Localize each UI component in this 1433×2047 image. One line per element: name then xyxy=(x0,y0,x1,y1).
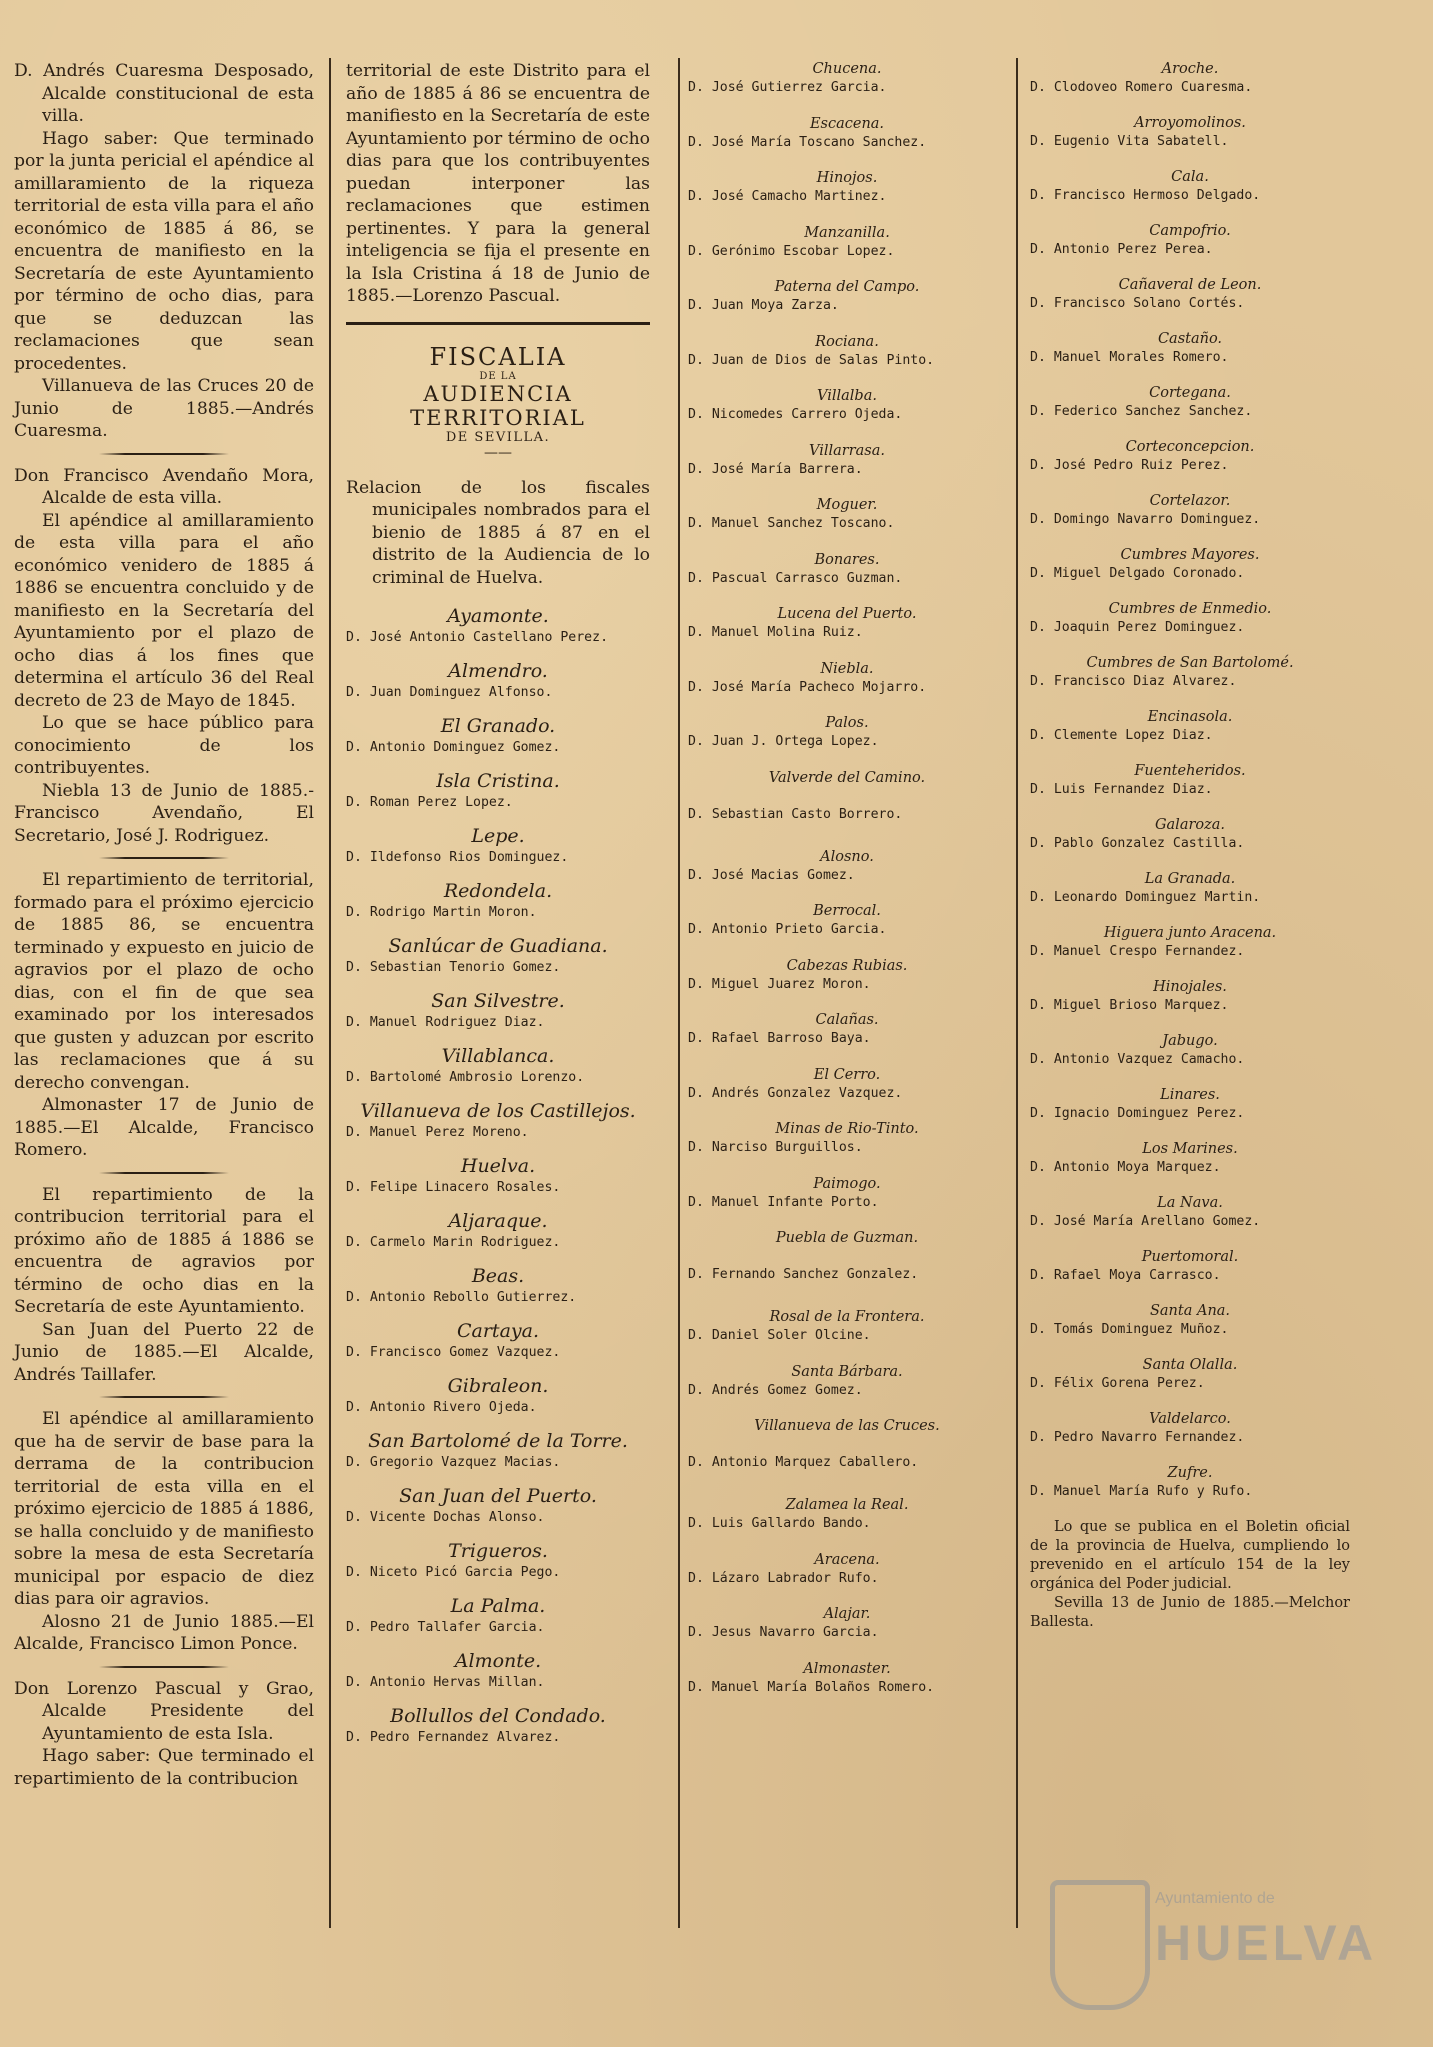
list-item xyxy=(688,1363,1006,1400)
section-subtitle: DE LA xyxy=(479,370,517,382)
notice-niebla xyxy=(14,465,314,848)
separator xyxy=(14,1656,314,1678)
town-name: Cumbres de Enmedio. xyxy=(1108,601,1272,617)
separator xyxy=(14,847,314,869)
town-name: Rosal de la Frontera. xyxy=(769,1309,925,1325)
fiscal-name: D. Juan Dominguez Alfonso. xyxy=(346,685,553,700)
town-name: Zufre. xyxy=(1167,1465,1213,1481)
fiscal-name: D. Luis Gallardo Bando. xyxy=(688,1516,871,1531)
fiscal-name: D. Pascual Carrasco Guzman. xyxy=(688,570,903,586)
town-name: Jabugo. xyxy=(1162,1033,1218,1049)
fiscal-name: D. Andrés Gonzalez Vazquez. xyxy=(688,1085,903,1101)
town-name: Ayamonte. xyxy=(447,605,549,627)
list-item xyxy=(688,1551,1006,1588)
town-name: Beas. xyxy=(471,1265,525,1287)
town-name: Higuera junto Aracena. xyxy=(1103,925,1277,941)
fiscal-name: D. Juan de Dios de Salas Pinto. xyxy=(688,352,935,368)
fiscal-name: D. Rafael Moya Carrasco. xyxy=(1030,1268,1221,1283)
fiscal-name: D. José Antonio Castellano Perez. xyxy=(346,630,609,645)
town-name: Cala. xyxy=(1171,169,1209,185)
list-item xyxy=(1030,1464,1350,1501)
list-item xyxy=(688,1605,1006,1642)
notice-almonaster xyxy=(14,869,314,1162)
list-item xyxy=(346,768,650,812)
town-name: Bonares. xyxy=(814,551,880,568)
list-item xyxy=(346,823,650,867)
notice-body: Hago saber: Que terminado el repartimiento de la contribucion xyxy=(14,1746,314,1789)
fiscal-name: D. Juan Moya Zarza. xyxy=(688,298,839,313)
list-item xyxy=(688,1660,1006,1697)
list-item xyxy=(346,1098,650,1142)
list-item xyxy=(1030,60,1350,97)
fiscalia-header xyxy=(346,343,650,461)
list-item xyxy=(1030,762,1350,799)
list-item xyxy=(688,387,1006,424)
fiscal-name: D. Francisco Solano Cortés. xyxy=(1030,296,1245,311)
town-name: Alosno. xyxy=(820,848,874,865)
fiscal-name: D. Francisco Diaz Alvarez. xyxy=(1030,674,1237,689)
town-name: Hinojales. xyxy=(1153,979,1227,995)
fiscal-name: D. José María Arellano Gomez. xyxy=(1030,1214,1261,1229)
town-name: Huelva. xyxy=(460,1155,536,1177)
list-item xyxy=(1030,1140,1350,1177)
town-name: Cartaya. xyxy=(456,1320,539,1342)
town-name: Santa Bárbara. xyxy=(791,1363,903,1380)
fiscal-name: D. Manuel Perez Moreno. xyxy=(346,1125,529,1140)
shield-icon xyxy=(1050,1880,1150,2010)
town-name: Villarrasa. xyxy=(809,442,885,459)
list-item xyxy=(1030,168,1350,205)
notice-body: territorial de este Distrito para el año de 1885 á 86 se encuentra de manifiesto en la Secretaría de este Ayuntamiento por término de ocho dias para que los contribuyentes puedan interponer las reclamaciones que estimen pertinentes. Y para la general inteligencia se fija el presente en la Isla Cristina á 18 de Junio de 1885.—Lorenzo Pascual. xyxy=(346,61,650,306)
fiscal-name: D. Rodrigo Martin Moron. xyxy=(346,905,537,920)
fiscal-name: D. Clemente Lopez Diaz. xyxy=(1030,728,1213,743)
fiscal-name: D. Manuel María Rufo y Rufo. xyxy=(1030,1484,1253,1499)
town-name: Cortegana. xyxy=(1149,385,1231,401)
town-name: Cortelazor. xyxy=(1149,493,1231,509)
town-name: Palos. xyxy=(825,715,869,731)
fiscal-name: D. Antonio Hervas Millan. xyxy=(346,1675,545,1690)
fiscal-name: D. Miguel Delgado Coronado. xyxy=(1030,566,1245,581)
town-name: La Nava. xyxy=(1157,1195,1223,1211)
town-name: Villablanca. xyxy=(441,1045,555,1067)
list-item xyxy=(688,902,1006,939)
fiscal-name: D. Niceto Picó Garcia Pego. xyxy=(346,1565,561,1580)
town-name: Chucena. xyxy=(812,61,882,77)
fiscal-name: D. José María Toscano Sanchez. xyxy=(688,134,927,150)
town-name: Corteconcepcion. xyxy=(1125,439,1255,455)
town-name: San Silvestre. xyxy=(431,990,565,1012)
fiscal-name: D. Roman Perez Lopez. xyxy=(346,795,513,810)
section-dash: —— xyxy=(484,444,512,461)
list-item xyxy=(688,115,1006,152)
town-name: Puertomoral. xyxy=(1141,1249,1239,1265)
town-name: Lucena del Puerto. xyxy=(777,606,917,622)
fiscal-name: D. Manuel Crespo Fernandez. xyxy=(1030,944,1245,959)
fiscal-name: D. Eugenio Vita Sabatell. xyxy=(1030,134,1229,149)
separator xyxy=(14,1386,314,1408)
column-rule xyxy=(678,58,680,1928)
list-item xyxy=(688,848,1006,885)
column-2 xyxy=(346,60,650,1758)
list-item xyxy=(346,878,650,922)
notice-body: Lo que se hace público para conocimiento de los contribuyentes. xyxy=(14,713,314,778)
town-name: Almonte. xyxy=(454,1650,542,1672)
town-name: San Juan del Puerto. xyxy=(399,1485,597,1507)
fiscal-name: D. Antonio Moya Marquez. xyxy=(1030,1160,1221,1175)
list-item xyxy=(688,714,1006,751)
fiscal-name: D. Pedro Fernandez Alvarez. xyxy=(346,1730,561,1745)
town-name: Paimogo. xyxy=(813,1175,881,1192)
list-item xyxy=(688,224,1006,261)
list-item xyxy=(688,1066,1006,1103)
notice-signature: Villanueva de las Cruces 20 de Junio de 1885.—Andrés Cuaresma. xyxy=(14,376,314,441)
list-item xyxy=(1030,330,1350,367)
separator xyxy=(14,1162,314,1184)
list-item xyxy=(688,1496,1006,1533)
fiscal-name: D. Miguel Brioso Marquez. xyxy=(1030,998,1229,1013)
list-item xyxy=(1030,870,1350,907)
closing-signature: Sevilla 13 de Junio de 1885.—Melchor Ballesta. xyxy=(1030,1595,1350,1630)
section-title: FISCALIA xyxy=(429,342,567,371)
list-item xyxy=(688,1120,1006,1157)
fiscal-name: D. Manuel Rodriguez Diaz. xyxy=(346,1015,545,1030)
town-name: Castaño. xyxy=(1157,331,1223,347)
town-name: Paterna del Campo. xyxy=(774,279,920,295)
town-name: San Bartolomé de la Torre. xyxy=(368,1430,628,1452)
column-rule xyxy=(1016,58,1018,1928)
list-item xyxy=(688,278,1006,315)
town-name: Valdelarco. xyxy=(1149,1411,1231,1427)
list-item xyxy=(688,60,1006,97)
fiscal-name: D. Francisco Gomez Vazquez. xyxy=(346,1345,561,1360)
list-item xyxy=(1030,1032,1350,1069)
list-item xyxy=(688,169,1006,206)
town-name: Arroyomolinos. xyxy=(1134,115,1246,131)
fiscal-name: D. Andrés Gomez Gomez. xyxy=(688,1382,863,1398)
fiscal-name: D. Carmelo Marin Rodriguez. xyxy=(346,1235,561,1250)
town-name: Santa Ana. xyxy=(1149,1303,1231,1319)
fiscal-name: D. Daniel Soler Olcine. xyxy=(688,1328,871,1343)
list-item xyxy=(1030,1410,1350,1447)
fiscal-name: D. Manuel Morales Romero. xyxy=(1030,350,1229,365)
town-name: Cumbres Mayores. xyxy=(1120,547,1260,563)
list-item xyxy=(1030,384,1350,421)
list-item xyxy=(1030,600,1350,637)
town-name: Minas de Rio-Tinto. xyxy=(775,1121,919,1137)
list-item xyxy=(1030,1248,1350,1285)
list-item xyxy=(688,1229,1006,1284)
list-item xyxy=(688,660,1006,697)
town-name: El Cerro. xyxy=(813,1066,881,1083)
fiscal-name: D. Sebastian Tenorio Gomez. xyxy=(346,960,561,975)
town-name: Rociana. xyxy=(815,333,879,350)
town-name: Berrocal. xyxy=(813,903,881,919)
list-item xyxy=(346,713,650,757)
list-item xyxy=(688,769,1006,824)
fiscal-name: D. Juan J. Ortega Lopez. xyxy=(688,734,879,749)
town-name: Villanueva de los Castillejos. xyxy=(360,1100,636,1122)
fiscal-name: D. José María Barrera. xyxy=(688,461,863,477)
closing-notice xyxy=(1030,1518,1350,1632)
list-item xyxy=(1030,1356,1350,1393)
town-name: Lepe. xyxy=(471,825,525,847)
closing-text: Lo que se publica en el Boletin oficial de la provincia de Huelva, cumpliendo lo prevenido en el artículo 154 de la ley orgánica del Poder judicial. xyxy=(1030,1519,1350,1592)
fiscal-name: D. Tomás Dominguez Muñoz. xyxy=(1030,1322,1229,1337)
list-item xyxy=(346,988,650,1032)
notice-heading: Don Lorenzo Pascual y Grao, Alcalde Presidente del Ayuntamiento de esta Isla. xyxy=(14,1678,314,1744)
notice-villanueva xyxy=(14,60,314,443)
notice-alosno xyxy=(14,1408,314,1656)
fiscal-name: D. Antonio Rivero Ojeda. xyxy=(346,1400,537,1415)
fiscal-name: D. Fernando Sanchez Gonzalez. xyxy=(688,1267,919,1282)
list-item xyxy=(688,605,1006,642)
notice-signature: Alosno 21 de Junio 1885.—El Alcalde, Francisco Limon Ponce. xyxy=(14,1611,314,1654)
fiscal-name: D. Miguel Juarez Moron. xyxy=(688,976,871,992)
town-name: La Granada. xyxy=(1144,871,1236,887)
fiscal-name: D. Ildefonso Rios Dominguez. xyxy=(346,850,569,865)
notice-isla-continued xyxy=(346,60,650,308)
fiscal-name: D. Antonio Perez Perea. xyxy=(1030,242,1213,257)
town-name: Almonaster. xyxy=(803,1660,891,1677)
fiscal-name: D. Manuel María Bolaños Romero. xyxy=(688,1679,935,1695)
list-item xyxy=(346,1208,650,1252)
town-name: Aracena. xyxy=(814,1551,880,1568)
town-name: Isla Cristina. xyxy=(436,770,560,792)
list-item xyxy=(346,1428,650,1472)
fiscales-list xyxy=(346,603,650,1747)
fiscal-name: D. Antonio Prieto Garcia. xyxy=(688,922,887,937)
list-item xyxy=(1030,222,1350,259)
fiscal-name: D. Manuel Molina Ruiz. xyxy=(688,625,863,640)
list-item xyxy=(1030,708,1350,745)
fiscal-name: D. Gerónimo Escobar Lopez. xyxy=(688,243,895,259)
notice-signature: San Juan del Puerto 22 de Junio de 1885.—El Alcalde, Andrés Taillafer. xyxy=(14,1319,314,1385)
list-item xyxy=(688,1308,1006,1345)
list-item xyxy=(346,1153,650,1197)
town-name: Niebla. xyxy=(820,660,874,677)
town-name: Puebla de Guzman. xyxy=(775,1230,919,1246)
town-name: Encinasola. xyxy=(1147,709,1233,725)
town-name: Moguer. xyxy=(816,497,878,513)
column-1 xyxy=(14,60,314,1790)
town-name: Los Marines. xyxy=(1142,1141,1238,1157)
fiscal-name: D. Antonio Vazquez Camacho. xyxy=(1030,1052,1245,1067)
list-item xyxy=(688,957,1006,994)
watermark-logo xyxy=(1040,1870,1378,2020)
fiscal-name: D. Sebastian Casto Borrero. xyxy=(688,806,903,822)
list-item xyxy=(1030,1302,1350,1339)
notice-body: El repartimiento de territorial, formado para el próximo ejercicio de 1885 86, se encuentra terminado y expuesto en juicio de agravios por el plazo de ocho dias, con el fin de que sea examinado por los interesados que gusten y aduzcan por escrito las reclamaciones que á su derecho convengan. xyxy=(14,870,314,1093)
fiscal-name: D. Ignacio Dominguez Perez. xyxy=(1030,1106,1245,1121)
notice-isla xyxy=(14,1678,314,1791)
list-item xyxy=(1030,654,1350,691)
fiscal-name: D. Antonio Dominguez Gomez. xyxy=(346,740,561,755)
list-item xyxy=(1030,1194,1350,1231)
fiscal-name: D. José Camacho Martinez. xyxy=(688,189,887,204)
town-name: Fuenteheridos. xyxy=(1134,763,1246,779)
fiscal-name: D. Jesus Navarro Garcia. xyxy=(688,1625,879,1640)
list-item xyxy=(346,1318,650,1362)
watermark-small-text: Ayuntamiento de xyxy=(1155,1890,1275,1907)
town-name: Cumbres de San Bartolomé. xyxy=(1086,655,1294,671)
separator xyxy=(14,443,314,465)
section-subtitle: DE SEVILLA. xyxy=(445,429,551,445)
list-item xyxy=(688,496,1006,533)
list-item xyxy=(688,551,1006,588)
fiscal-name: D. Leonardo Dominguez Martin. xyxy=(1030,890,1261,905)
town-name: Bollullos del Condado. xyxy=(390,1705,606,1727)
town-name: Trigueros. xyxy=(448,1540,548,1562)
notice-signature: Niebla 13 de Junio de 1885.-Francisco Avendaño, El Secretario, José J. Rodriguez. xyxy=(14,780,314,846)
list-item xyxy=(346,1538,650,1582)
fiscal-name: D. Joaquin Perez Dominguez. xyxy=(1030,620,1245,635)
town-name: Almendro. xyxy=(448,660,548,682)
list-item xyxy=(688,333,1006,370)
list-item xyxy=(1030,816,1350,853)
list-item xyxy=(346,1373,650,1417)
fiscal-name: D. Clodoveo Romero Cuaresma. xyxy=(1030,80,1253,95)
list-item xyxy=(1030,492,1350,529)
fiscal-name: D. José Pedro Ruiz Perez. xyxy=(1030,458,1229,473)
column-3 xyxy=(688,60,1006,1714)
list-item xyxy=(1030,924,1350,961)
town-name: Alajar. xyxy=(823,1606,871,1622)
notice-body: El apéndice al amillaramiento que ha de servir de base para la derrama de la contribucion territorial de esta villa en el próximo ejercicio de 1885 á 1886, se halla concluido y de manifiesto sobre la mesa de esta Secretaría municipal por espacio de diez dias para oir agravios. xyxy=(14,1409,314,1609)
fiscal-name: D. Luis Fernandez Diaz. xyxy=(1030,782,1213,797)
list-item xyxy=(688,1417,1006,1472)
list-item xyxy=(688,442,1006,479)
list-item xyxy=(346,1593,650,1637)
fiscal-name: D. Rafael Barroso Baya. xyxy=(688,1031,871,1046)
fiscal-name: D. Nicomedes Carrero Ojeda. xyxy=(688,407,903,422)
list-item xyxy=(346,1703,650,1747)
town-name: Villalba. xyxy=(817,388,877,404)
town-name: Linares. xyxy=(1160,1087,1220,1103)
town-name: Escacena. xyxy=(809,115,885,132)
fiscal-name: D. Antonio Marquez Caballero. xyxy=(688,1455,919,1470)
list-item xyxy=(1030,546,1350,583)
fiscal-name: D. Manuel Sanchez Toscano. xyxy=(688,516,895,531)
list-item xyxy=(688,1011,1006,1048)
town-name: Zalamea la Real. xyxy=(785,1497,909,1513)
fiscal-name: D. Francisco Hermoso Delgado. xyxy=(1030,188,1261,203)
list-intro: Relacion de los fiscales municipales nombrados para el bienio de 1885 á 87 en el distrito de la Audiencia de lo criminal de Huelva. xyxy=(346,477,650,588)
town-name: Sanlúcar de Guadiana. xyxy=(388,935,608,957)
fiscal-name: D. Antonio Rebollo Gutierrez. xyxy=(346,1290,577,1305)
section-rule xyxy=(346,322,650,325)
town-name: Manzanilla. xyxy=(804,224,890,241)
notice-body: Hago saber: Que terminado por la junta pericial el apéndice al amillaramiento de la riqueza territorial de esta villa para el año económico de 1885 á 86, se encuentra de manifiesto en la Secretaría de este Ayuntamiento por término de ocho dias, para que se deduzcan las reclamaciones que sean procedentes. xyxy=(14,128,314,374)
fiscal-name: D. Lázaro Labrador Rufo. xyxy=(688,1570,879,1586)
town-name: Gibraleon. xyxy=(447,1375,549,1397)
list-item xyxy=(346,603,650,647)
town-name: Cañaveral de Leon. xyxy=(1118,277,1262,293)
town-name: Aroche. xyxy=(1161,61,1219,77)
fiscal-name: D. Manuel Infante Porto. xyxy=(688,1194,879,1210)
town-name: El Granado. xyxy=(440,715,556,737)
town-name: Hinojos. xyxy=(816,170,878,186)
fiscal-name: D. Federico Sanchez Sanchez. xyxy=(1030,404,1253,419)
list-item xyxy=(688,1175,1006,1212)
town-name: Calañas. xyxy=(815,1012,879,1028)
notice-heading: D. Andrés Cuaresma Desposado, Alcalde constitucional de esta villa. xyxy=(14,61,314,126)
list-item xyxy=(346,1483,650,1527)
list-item xyxy=(1030,438,1350,475)
list-item xyxy=(346,1043,650,1087)
fiscal-name: D. José María Pacheco Mojarro. xyxy=(688,679,927,695)
town-name: Cabezas Rubias. xyxy=(786,957,908,974)
list-item xyxy=(346,658,650,702)
town-name: Redondela. xyxy=(443,880,553,902)
column-rule xyxy=(329,58,331,1928)
list-item xyxy=(346,933,650,977)
watermark-big-text: HUELVA xyxy=(1155,1915,1378,1971)
town-name: Aljaraque. xyxy=(448,1210,548,1232)
fiscal-name: D. Pedro Tallafer Garcia. xyxy=(346,1620,545,1635)
section-subtitle: AUDIENCIA TERRITORIAL xyxy=(410,381,586,430)
list-item xyxy=(1030,276,1350,313)
fiscal-name: D. José Macias Gomez. xyxy=(688,867,855,883)
list-item xyxy=(1030,978,1350,1015)
notice-san-juan xyxy=(14,1184,314,1387)
fiscal-name: D. Félix Gorena Perez. xyxy=(1030,1376,1205,1391)
fiscal-name: D. Narciso Burguillos. xyxy=(688,1140,863,1155)
fiscal-name: D. Gregorio Vazquez Macias. xyxy=(346,1455,561,1470)
list-item xyxy=(346,1648,650,1692)
town-name: Santa Olalla. xyxy=(1142,1357,1238,1373)
town-name: La Palma. xyxy=(450,1595,546,1617)
fiscal-name: D. Pablo Gonzalez Castilla. xyxy=(1030,836,1245,851)
town-name: Villanueva de las Cruces. xyxy=(754,1418,940,1434)
list-item xyxy=(1030,114,1350,151)
fiscal-name: D. Felipe Linacero Rosales. xyxy=(346,1180,561,1195)
notice-body: El repartimiento de la contribucion territorial para el próximo año de 1885 á 1886 se encuentra de agravios por término de ocho dias en la Secretaría de este Ayuntamiento. xyxy=(14,1184,314,1317)
fiscal-name: D. Bartolomé Ambrosio Lorenzo. xyxy=(346,1070,585,1085)
town-name: Campofrio. xyxy=(1149,223,1231,239)
notice-signature: Almonaster 17 de Junio de 1885.—El Alcalde, Francisco Romero. xyxy=(14,1095,314,1160)
fiscal-name: D. Pedro Navarro Fernandez. xyxy=(1030,1430,1245,1445)
fiscal-name: D. Vicente Dochas Alonso. xyxy=(346,1510,545,1525)
list-item xyxy=(1030,1086,1350,1123)
notice-heading: Don Francisco Avendaño Mora, Alcalde de esta villa. xyxy=(14,465,314,508)
fiscal-name: D. José Gutierrez Garcia. xyxy=(688,80,887,95)
town-name: Galaroza. xyxy=(1154,817,1226,833)
list-item xyxy=(346,1263,650,1307)
fiscal-name: D. Domingo Navarro Dominguez. xyxy=(1030,512,1261,527)
column-4 xyxy=(1030,60,1350,1632)
town-name: Valverde del Camino. xyxy=(768,769,926,786)
notice-body: El apéndice al amillaramiento de esta villa para el año económico venidero de 1885 á 1886 se encuentra concluido y de manifiesto en la Secretaría del Ayuntamiento por el plazo de ocho dias á los fines que determina el artículo 36 del Real decreto de 23 de Mayo de 1845. xyxy=(14,510,314,711)
